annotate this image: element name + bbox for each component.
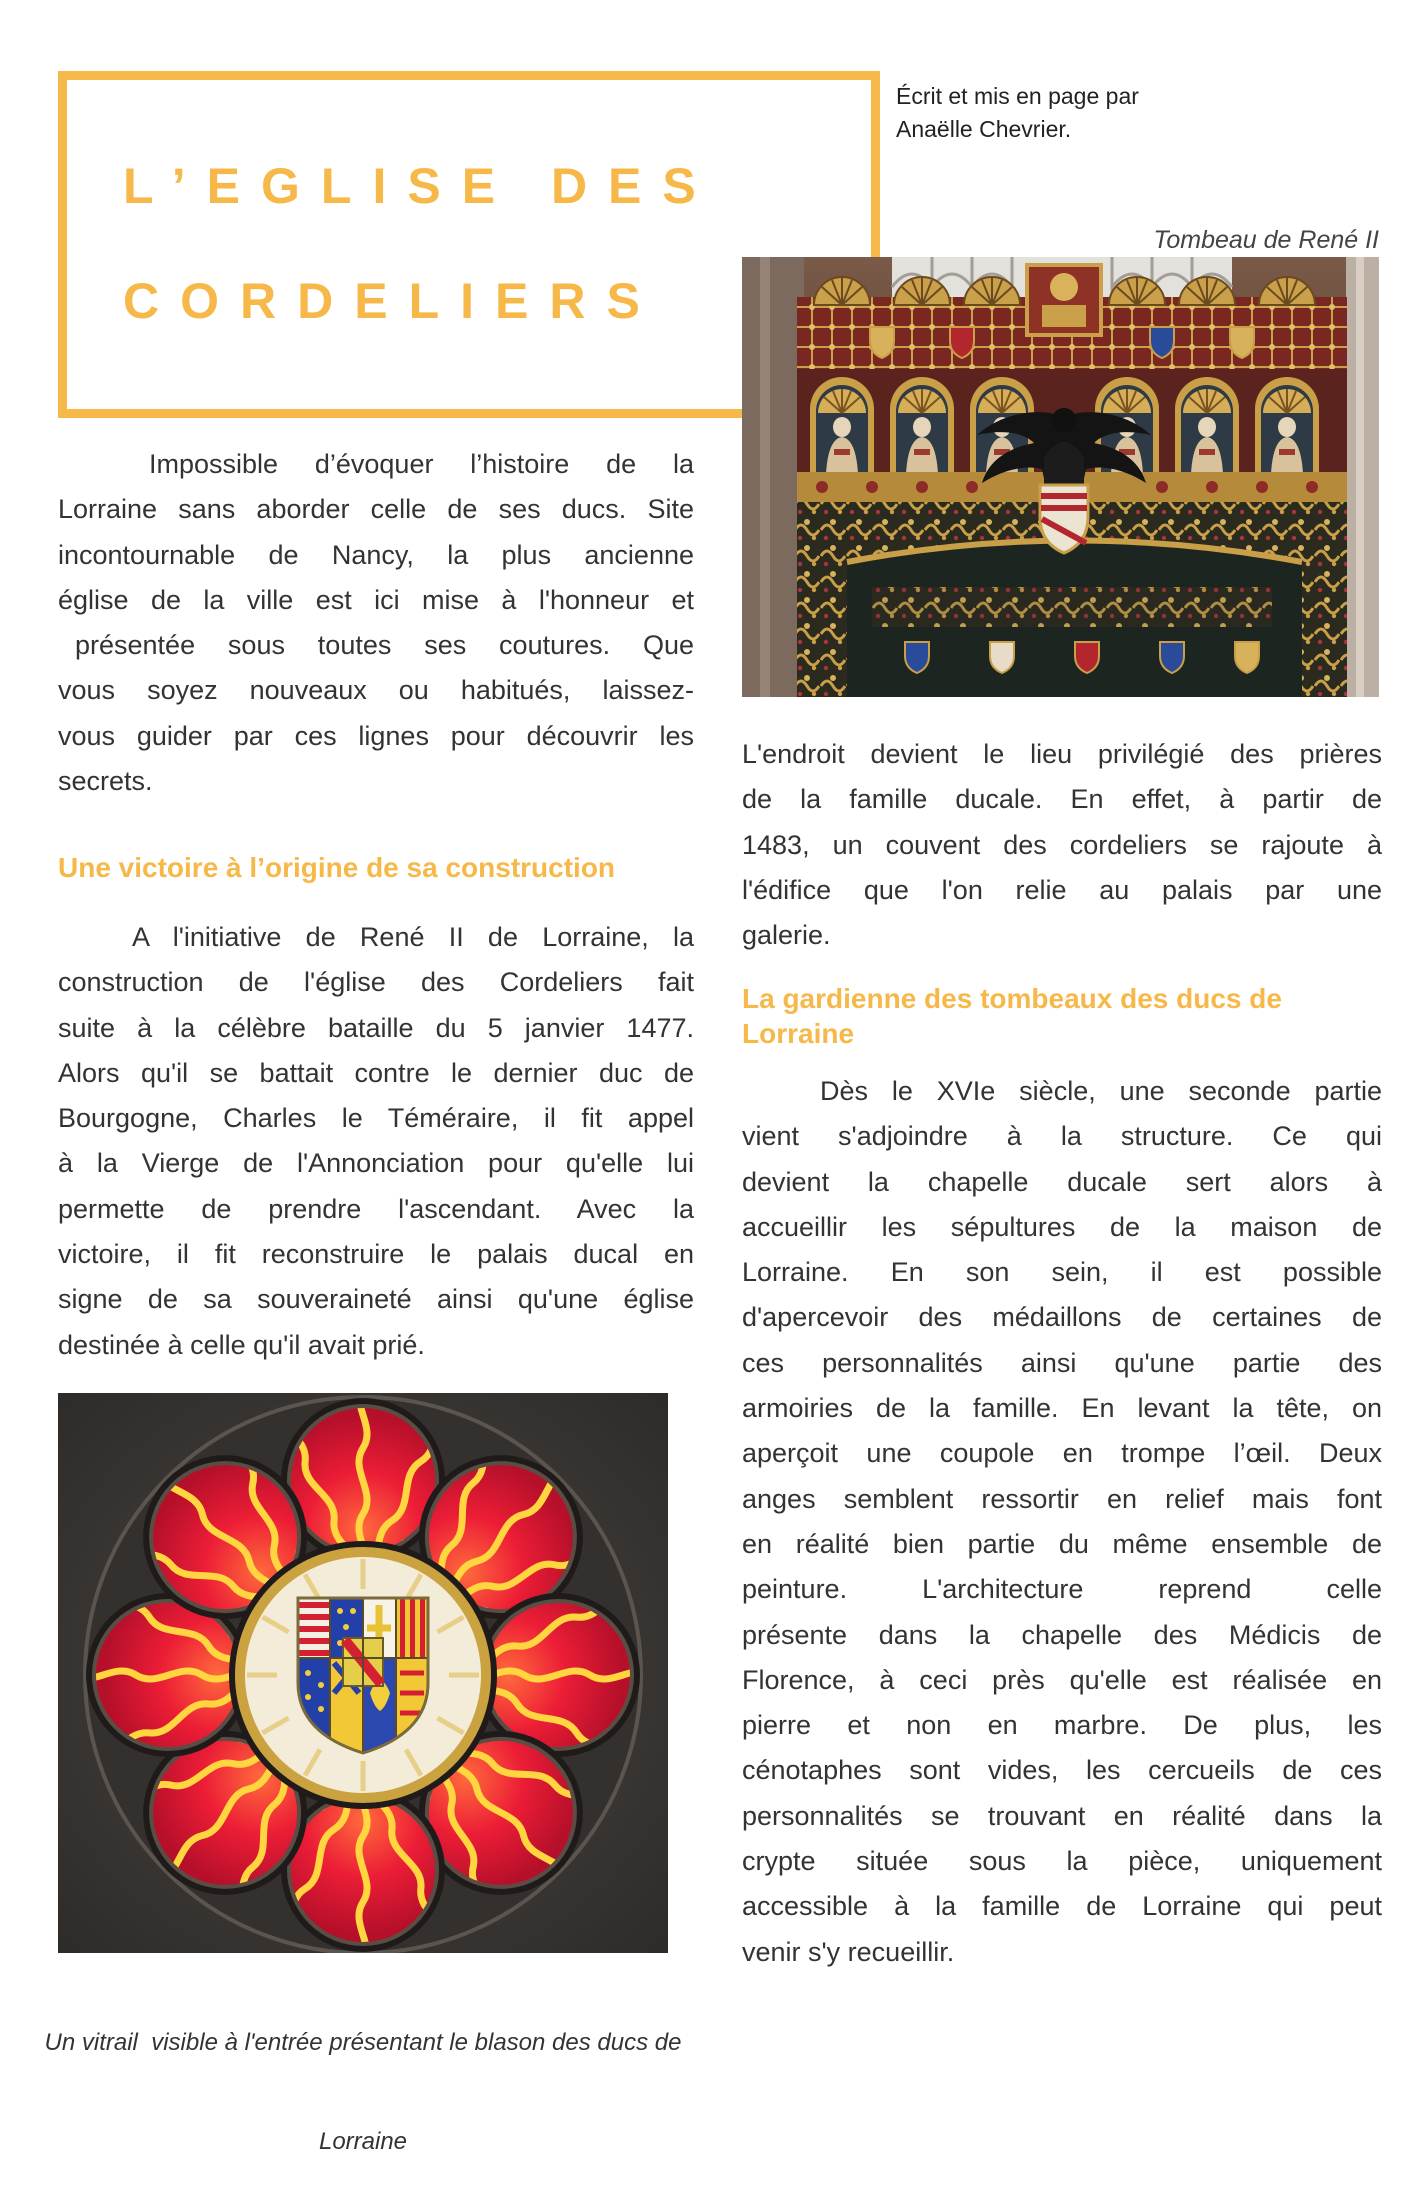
text-line: Dès le XVIe siècle, une seconde partie — [820, 1076, 1382, 1106]
text-line: l'édifice que l'on relie au palais par une — [742, 874, 1382, 905]
text-line: armoiries de la famille. En levant la tête, on — [742, 1393, 1382, 1424]
stained-glass-photo — [58, 1393, 668, 1953]
text-line: L'endroit devient le lieu privilégié des prières — [742, 739, 1382, 769]
section-victoire-paragraph — [58, 915, 694, 1368]
text-line: destinée à celle qu'il avait prié. — [58, 1329, 425, 1360]
page-title-line-1: L’EGLISE DES — [123, 158, 717, 214]
text-line: vous soyez nouveaux ou habitués, laissez- — [58, 675, 694, 706]
byline — [896, 80, 1139, 146]
text-line: vient s'adjoindre à la structure. Ce qui — [742, 1121, 1382, 1152]
text-line: venir s'y recueillir. — [742, 1936, 955, 1967]
text-line: d'apercevoir des médaillons de certaines de — [742, 1302, 1382, 1333]
text-line: crypte située sous la pièce, uniquement — [742, 1846, 1382, 1877]
text-line: suite à la célèbre bataille du 5 janvier 1477. — [58, 1012, 694, 1043]
text-line: peinture. L'architecture reprend celle — [742, 1574, 1382, 1605]
text-line: vous guider par ces lignes pour découvrir les — [58, 720, 694, 751]
text-line: personnalités se trouvant en réalité dans la — [742, 1800, 1382, 1831]
tomb-photo — [742, 257, 1379, 697]
stained-glass-caption-line-1: Un vitrail visible à l'entrée présentant le blason des ducs de — [44, 2029, 682, 2056]
text-line: Bourgogne, Charles le Téméraire, il fit appel — [58, 1103, 694, 1134]
text-line: accueillir les sépultures de la maison de — [742, 1211, 1382, 1242]
stained-glass-caption-line-2: Lorraine — [318, 2128, 408, 2155]
text-line: pierre et non en marbre. De plus, les — [742, 1710, 1382, 1741]
text-line: secrets. — [58, 766, 153, 797]
text-line: ces personnalités ainsi qu'une partie des — [742, 1347, 1382, 1378]
section-heading-gardienne-line-1: La gardienne des tombeaux des ducs de — [742, 983, 1282, 1014]
text-line: aperçoit une coupole en trompe l’œil. Deux — [742, 1438, 1382, 1469]
stained-glass-photo-image — [58, 1393, 668, 1953]
text-line: présente dans la chapelle des Médicis de — [742, 1619, 1382, 1650]
stained-glass-caption — [0, 1960, 726, 2191]
text-line: Lorraine sans aborder celle de ses ducs. Site — [58, 494, 694, 525]
text-line: Lorraine. En son sein, il est possible — [742, 1257, 1382, 1288]
section-heading-gardienne — [742, 981, 1382, 1051]
tomb-photo-caption: Tombeau de René II — [1153, 226, 1379, 254]
text-line: devient la chapelle ducale sert alors à — [742, 1166, 1382, 1197]
text-line: à la Vierge de l'Annonciation pour qu'elle lui — [58, 1148, 694, 1179]
text-line: 1483, un couvent des cordeliers se rajoute à — [742, 829, 1382, 860]
section-heading-victoire: Une victoire à l’origine de sa construction — [58, 852, 616, 883]
section-gardienne-paragraph — [742, 1069, 1382, 1975]
text-line: Impossible d’évoquer l’histoire de la — [149, 449, 694, 479]
text-line: galerie. — [742, 920, 831, 951]
text-line: accessible à la famille de Lorraine qui peut — [742, 1891, 1382, 1922]
text-line: A l'initiative de René II de Lorraine, la — [132, 922, 694, 952]
tomb-photo-image — [742, 257, 1379, 697]
text-line: de la famille ducale. En effet, à partir de — [742, 784, 1382, 815]
byline-line-1: Écrit et mis en page par — [896, 83, 1139, 109]
coat-of-arms-icon — [229, 1541, 497, 1809]
byline-author: Anaëlle Chevrier. — [896, 116, 1072, 142]
right-intro-paragraph — [742, 732, 1382, 958]
text-line: Florence, à ceci près qu'elle est réalisée en — [742, 1664, 1382, 1695]
text-line: en réalité bien partie du même ensemble de — [742, 1528, 1382, 1559]
text-line: cénotaphes sont vides, les cercueils de ces — [742, 1755, 1382, 1786]
text-line: incontournable de Nancy, la plus ancienne — [58, 539, 694, 570]
section-heading-gardienne-line-2: Lorraine — [742, 1018, 855, 1049]
text-line: anges semblent ressortir en relief mais font — [742, 1483, 1382, 1514]
text-line: église de la ville est ici mise à l'honneur et — [58, 584, 694, 615]
text-line: présentée sous toutes ses coutures. Que — [75, 630, 694, 661]
text-line: victoire, il fit reconstruire le palais ducal en — [58, 1239, 694, 1270]
text-line: construction de l'église des Cordeliers fait — [58, 967, 694, 998]
text-line: signe de sa souveraineté ainsi qu'une église — [58, 1284, 694, 1315]
text-line: permette de prendre l'ascendant. Avec la — [58, 1193, 694, 1224]
page-title-line-2: CORDELIERS — [123, 273, 661, 329]
text-line: Alors qu'il se battait contre le dernier duc de — [58, 1057, 694, 1088]
intro-paragraph — [58, 442, 694, 804]
